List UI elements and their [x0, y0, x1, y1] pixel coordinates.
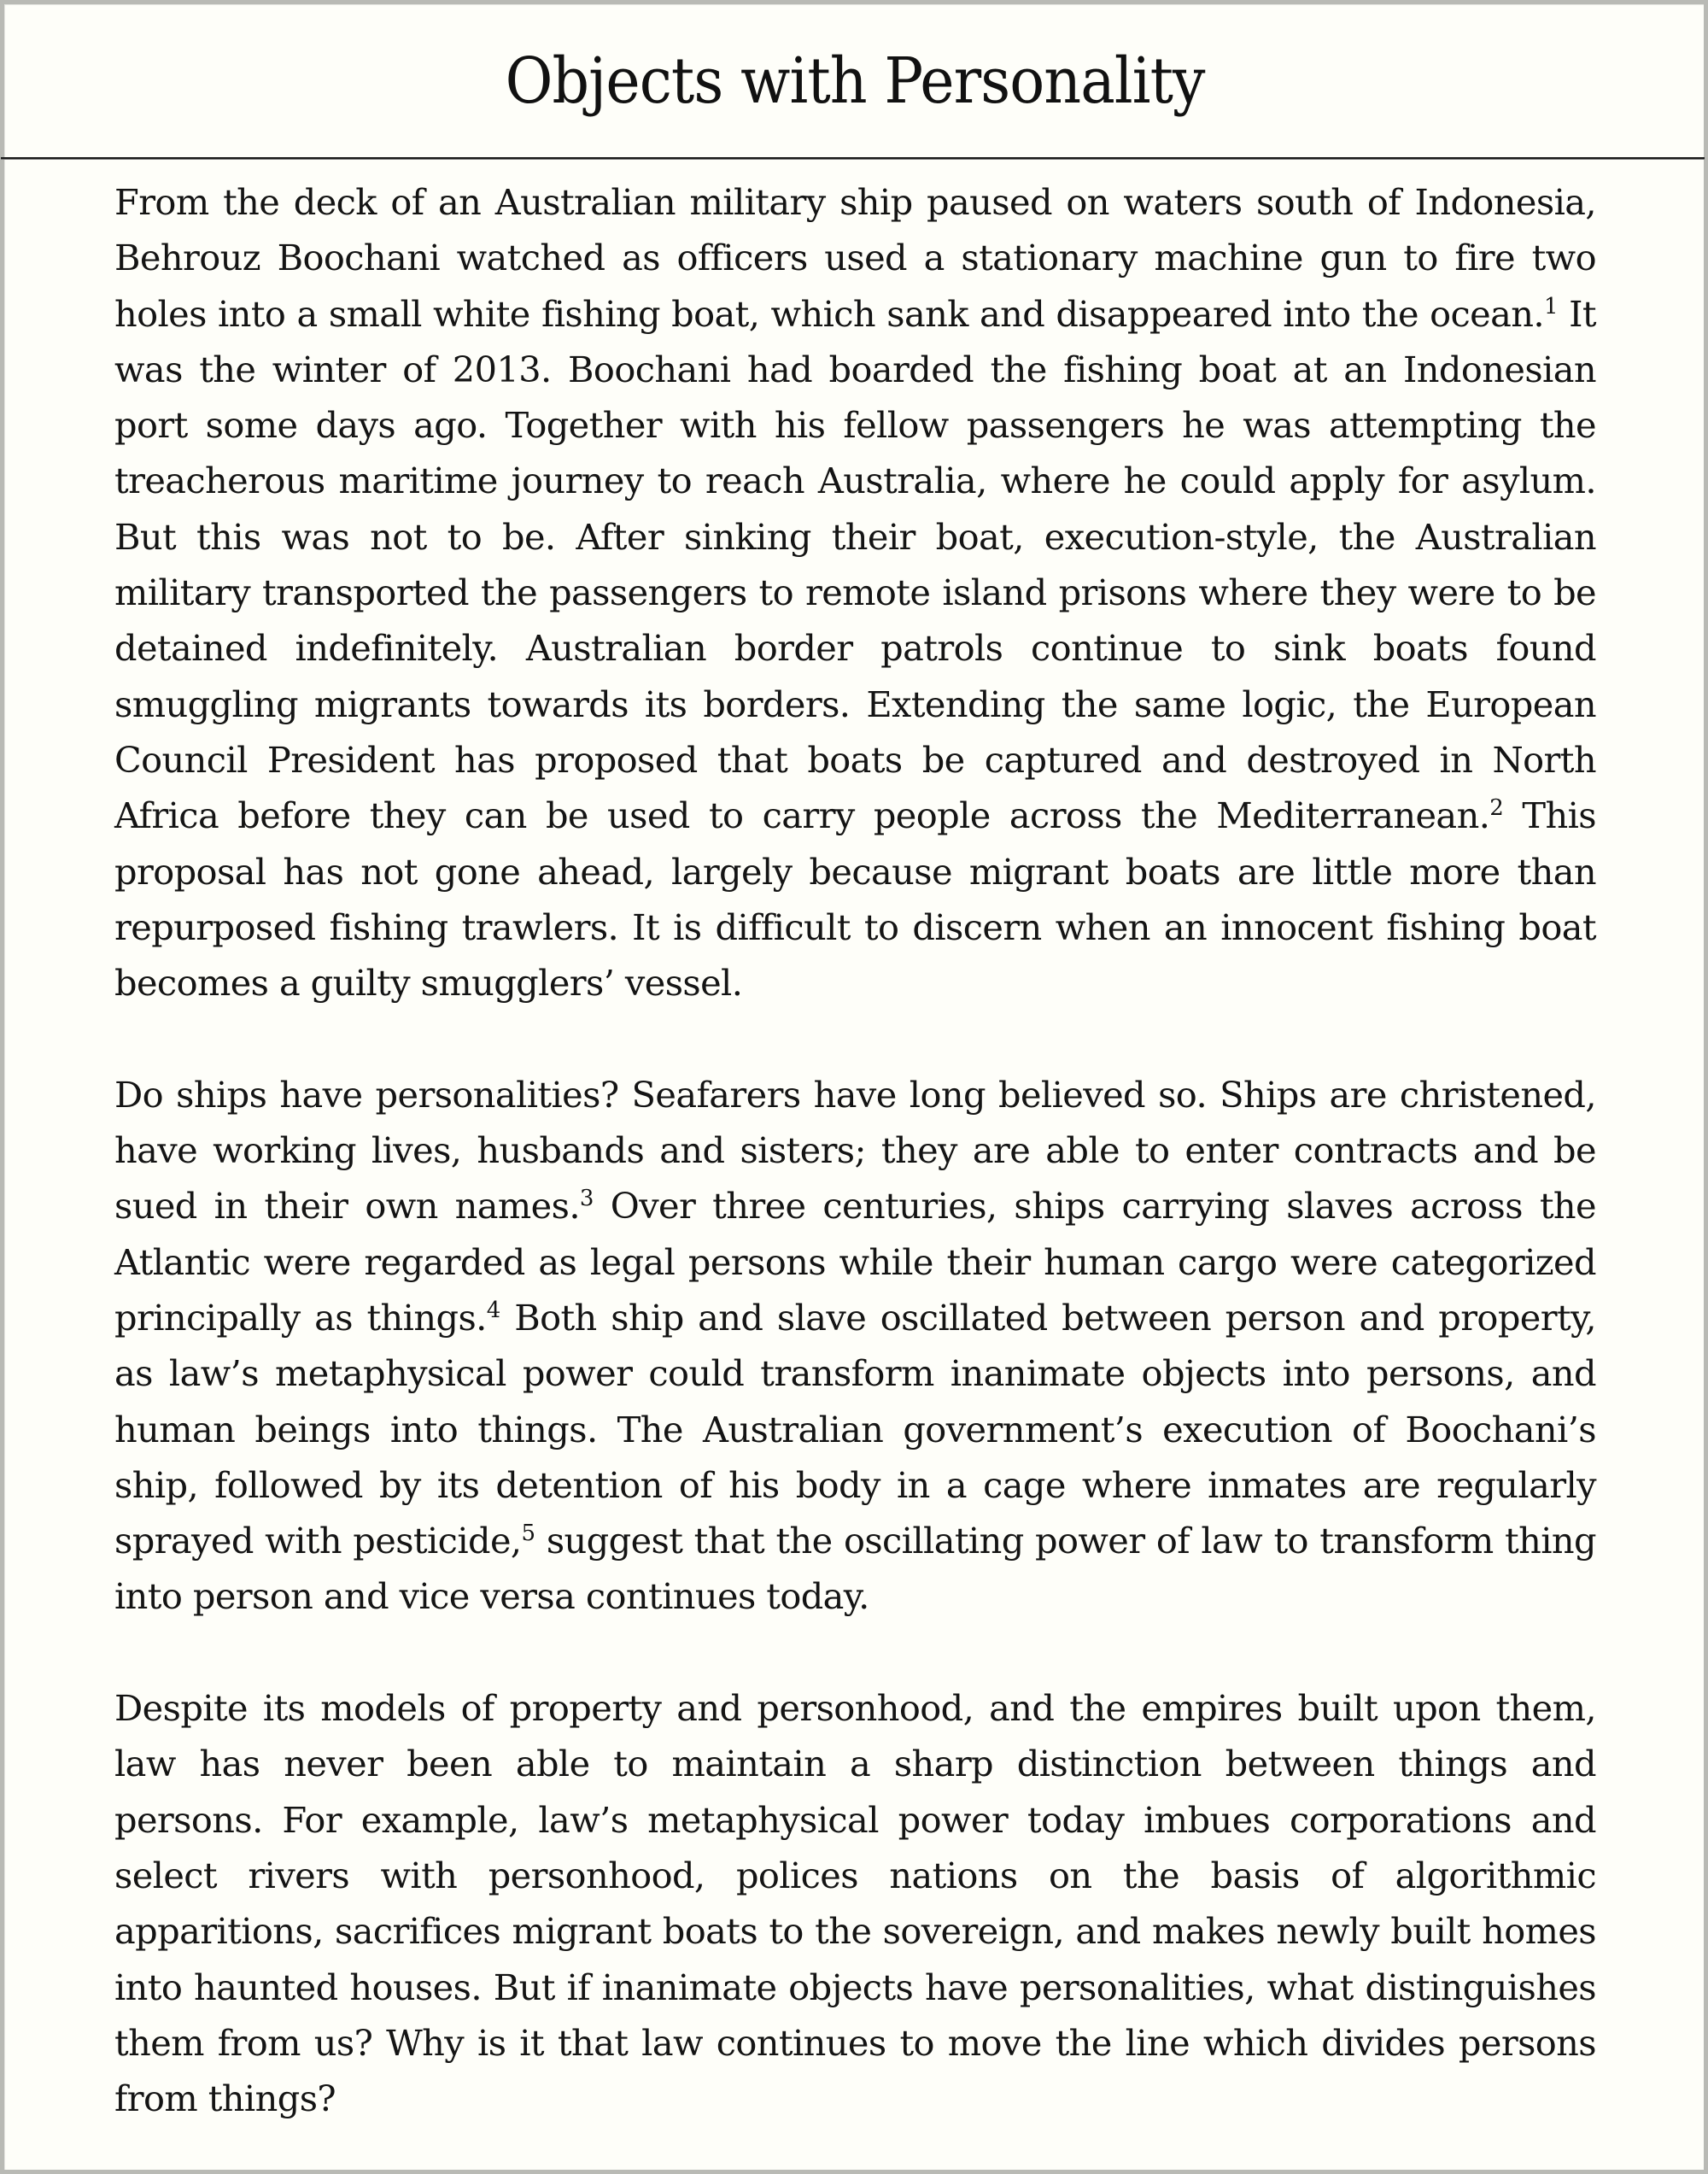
paragraph-text: This proposal has not gone ahead, largely because migrant boats are little more than repurposed fishing trawlers. It is difficult to discern when an innocent fishing boat becomes a guilty smugglers’ vessel.: [114, 794, 1596, 1005]
footnote-marker-4[interactable]: 4: [486, 1297, 500, 1323]
paragraph-3: [114, 1680, 1596, 2126]
paragraph-text: Despite its models of property and personhood, and the empires built upon them, law has never been able to maintain a sharp distinction between things and persons. For example, law’s metaphysical power today imbues corporations and select rivers with personhood, polices nations on the basis of algorithmic apparitions, sacrifices migrant boats to the sovereign, and makes newly built homes into haunted houses. But if inanimate objects have personalities, what distinguishes them from us? Why is it that law continues to move the line which divides persons from things?: [114, 1687, 1596, 2120]
footnote-marker-3[interactable]: 3: [579, 1186, 594, 1212]
paragraph-text: Do ships have personalities? Seafarers have long believed so. Ships are christened, have working lives, husbands and sisters; they are able to enter contracts and be sued in their own names.: [114, 1073, 1596, 1228]
document-page: [4, 4, 1704, 2170]
article-body: [114, 174, 1596, 2126]
page-header: [5, 5, 1705, 157]
footnote-marker-1[interactable]: 1: [1543, 293, 1558, 319]
paragraph-text: Over three centuries, ships carrying slaves across the Atlantic were regarded as legal persons while their human cargo were categorized principally as things.: [114, 1185, 1596, 1339]
footnote-marker-2[interactable]: 2: [1489, 795, 1504, 822]
paragraph-1: [114, 174, 1596, 1011]
header-divider: [1, 157, 1705, 159]
page-title: Objects with Personality: [505, 44, 1205, 118]
paragraph-2: [114, 1067, 1596, 1625]
paragraph-text: suggest that the oscillating power of law to transform thing into person and vice versa continues today.: [114, 1520, 1596, 1618]
paragraph-text: It was the winter of 2013. Boochani had boarded the fishing boat at an Indonesian port some days ago. Together with his fellow passengers he was attempting the treacherous maritime journey to reach Australia, where he could apply for asylum. But this was not to be. After sinking their boat, execution-style, the Australian military transported the passengers to remote island prisons where they were to be detained indefinitely. Australian border patrols continue to sink boats found smuggling migrants towards its borders. Extending the same logic, the European Council President has proposed that boats be captured and destroyed in North Africa before they can be used to carry people across the Mediterranean.: [114, 292, 1596, 837]
paragraph-text: From the deck of an Australian military ship paused on waters south of Indonesia, Behrouz Boochani watched as officers used a stationary machine gun to fire two holes into a small white fishing boat, which sank and disappeared into the ocean.: [114, 181, 1596, 335]
paragraph-text: Both ship and slave oscillated between person and property, as law’s metaphysical power could transform inanimate objects into persons, and human beings into things. The Australian government’s execution of Boochani’s ship, followed by its detention of his body in a cage where inmates are regularly sprayed with pesticide,: [114, 1296, 1596, 1562]
footnote-marker-5[interactable]: 5: [521, 1521, 535, 1547]
